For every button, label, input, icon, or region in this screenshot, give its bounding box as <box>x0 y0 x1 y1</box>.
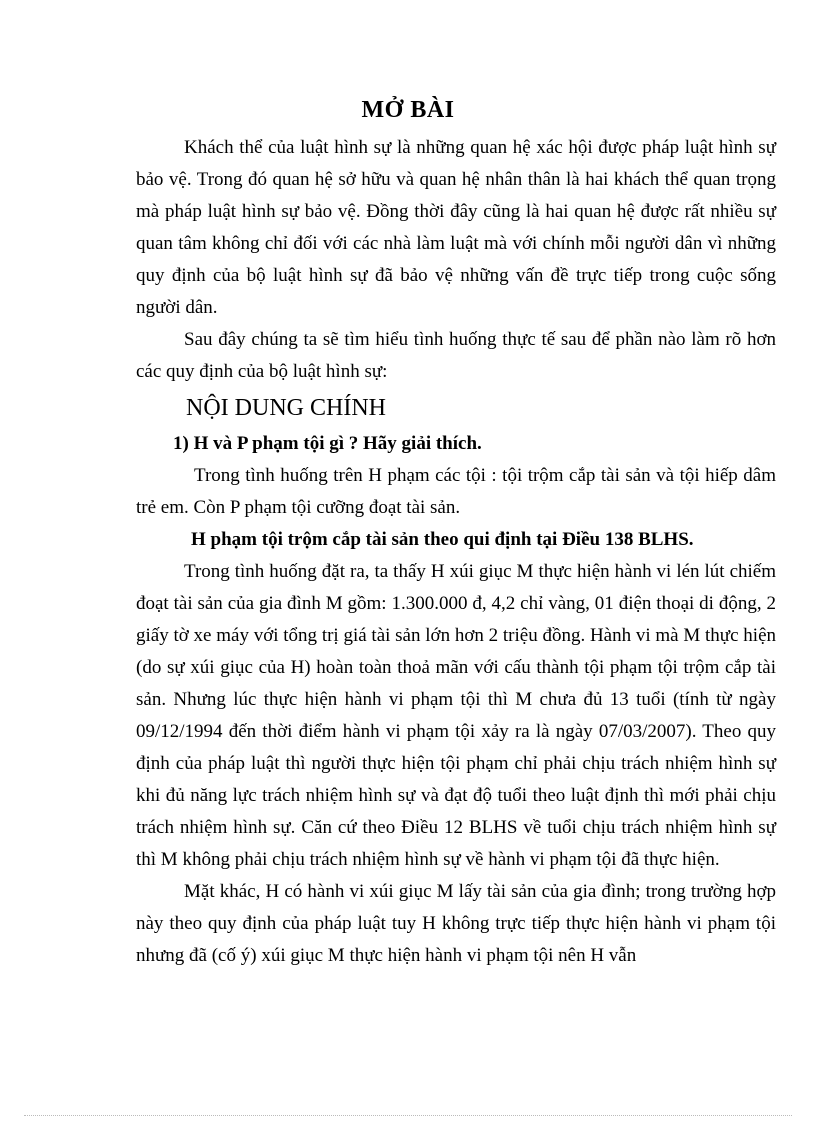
section-1-paragraph-3: Mặt khác, H có hành vi xúi giục M lấy tài sản của gia đình; trong trường hợp này theo quy định của pháp luật tuy H không trực tiếp thực hiện hành vi phạm tội nhưng đã (cố ý) xúi giục M thực hiện hành vi phạm tội nên H vẫn <box>136 881 776 966</box>
intro-paragraph-1: Khách thể của luật hình sự là những quan hệ xác hội được pháp luật hình sự bảo vệ. Trong đó quan hệ sở hữu và quan hệ nhân thân là hai khách thể quan trọng mà pháp luật hình sự bảo vệ. Đồng thời đây cũng là hai quan hệ được rất nhiều sự quan tâm không chỉ đối với các nhà làm luật mà với chính mỗi người dân vì những quy định của bộ luật hình sự đã bảo vệ những vấn đề trực tiếp trong cuộc sống người dân. <box>136 137 776 318</box>
section-1-paragraph-2: Trong tình huống đặt ra, ta thấy H xúi giục M thực hiện hành vi lén lút chiếm đoạt tài sản của gia đình M gồm: 1.300.000 đ, 4,2 chỉ vàng, 01 điện thoại di động, 2 giấy tờ xe máy với tổng trị giá tài sản lớn hơn 2 triệu đồng. Hành vi mà M thực hiện (do sự xúi giục của H) hoàn toàn thoả mãn với cấu thành tội phạm tội trộm cắp tài sản. Nhưng lúc thực hiện hành vi phạm tội thì M chưa đủ 13 tuổi (tính từ ngày 09/12/1994 đến thời điểm hành vi phạm tội xảy ra là ngày 07/03/2007). Theo quy định của pháp luật thì người thực hiện tội phạm chỉ phải chịu trách nhiệm hình sự khi đủ năng lực trách nhiệm hình sự và đạt độ tuổi theo luật định thì mới phải chịu trách nhiệm hình sự. Căn cứ theo Điều 12 BLHS về tuổi chịu trách nhiệm hình sự thì M không phải chịu trách nhiệm hình sự về hành vi phạm tội đã thực hiện. <box>136 561 776 870</box>
page-bottom-divider <box>24 1115 792 1116</box>
page-title: MỞ BÀI <box>361 97 455 123</box>
document-body <box>136 132 776 972</box>
section-1-paragraph-1: Trong tình huống trên H phạm các tội : tội trộm cắp tài sản và tội hiếp dâm trẻ em. Còn P phạm tội cưỡng đoạt tài sản. <box>136 465 776 518</box>
section-1-subtitle: H phạm tội trộm cắp tài sản theo qui định tại Điều 138 BLHS. <box>191 529 694 550</box>
main-heading: NỘI DUNG CHÍNH <box>186 395 386 421</box>
intro-paragraph-2: Sau đây chúng ta sẽ tìm hiểu tình huống thực tế sau để phần nào làm rõ hơn các quy định của bộ luật hình sự: <box>136 329 776 382</box>
section-1-title: 1) H và P phạm tội gì ? Hãy giải thích. <box>173 433 482 454</box>
